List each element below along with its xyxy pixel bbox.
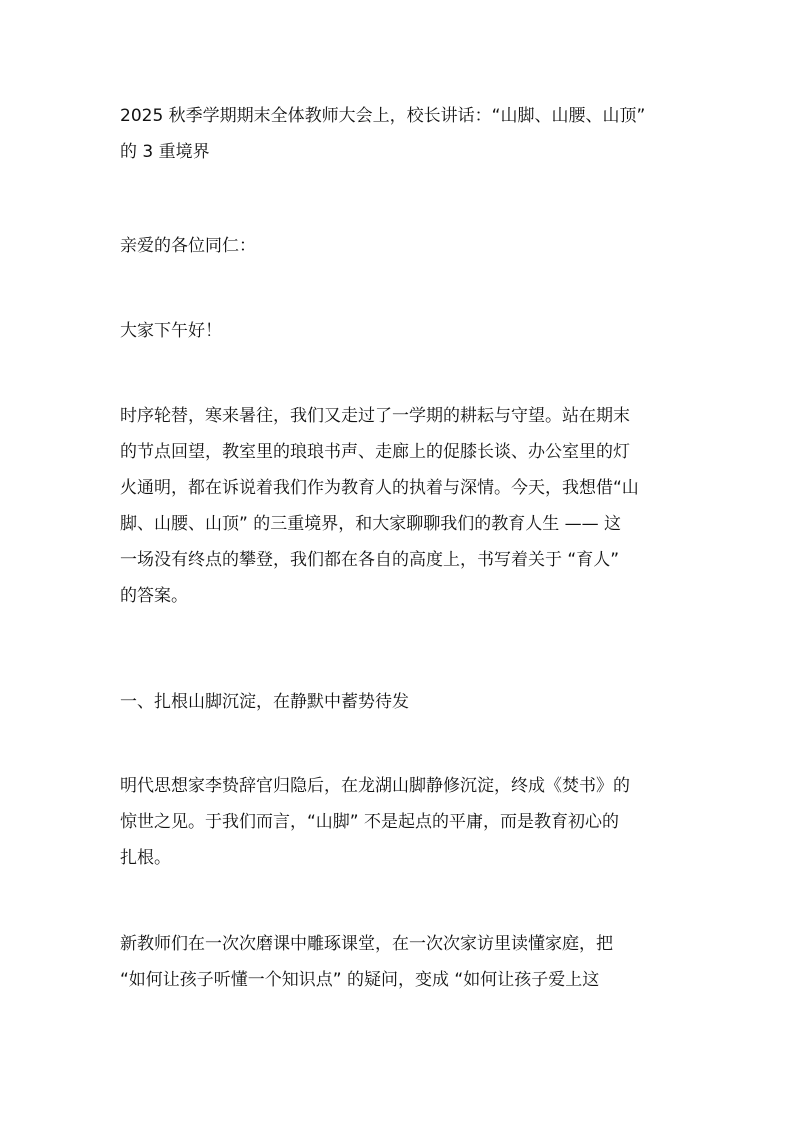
paragraph-line: 的答案。 [120, 586, 188, 606]
paragraph-line: 的节点回望，教室里的琅琅书声、走廊上的促膝长谈、办公室里的灯 [120, 442, 630, 462]
paragraph-line: 惊世之见。于我们而言，“山脚” 不是起点的平庸，而是教育初心的 [120, 812, 620, 832]
paragraph-line: “如何让孩子听懂一个知识点” 的疑问，变成 “如何让孩子爱上这 [120, 970, 600, 990]
paragraph-line: 火通明，都在诉说着我们作为教育人的执着与深情。今天，我想借“山 [120, 478, 639, 498]
section-heading-1 [120, 684, 409, 720]
paragraph-line: 一场没有终点的攀登，我们都在各自的高度上，书写着关于 “育人” [120, 550, 620, 570]
paragraph-line: 脚、山腰、山顶” 的三重境界，和大家聊聊我们的教育人生 —— 这 [120, 514, 622, 534]
paragraph-line: 明代思想家李贽辞官归隐后，在龙湖山脚静修沉淀，终成《焚书》的 [120, 776, 630, 796]
paragraph-line: 时序轮替，寒来暑往，我们又走过了一学期的耕耘与守望。站在期末 [120, 406, 630, 426]
paragraph-intro [120, 398, 676, 614]
hello-line [120, 313, 222, 349]
title-line: 2025 秋季学期期末全体教师大会上，校长讲话：“山脚、山腰、山顶” [120, 106, 646, 126]
paragraph-line: 新教师们在一次次磨课中雕琢课堂，在一次次家访里读懂家庭，把 [120, 934, 613, 954]
paragraph-new-teachers [120, 926, 676, 998]
heading-text: 一、扎根山脚沉淀，在静默中蓄势待发 [120, 692, 409, 712]
greeting [120, 228, 256, 264]
paragraph-section1 [120, 768, 676, 876]
paragraph-line: 扎根。 [120, 848, 171, 868]
document-title [120, 98, 676, 170]
title-line: 的 3 重境界 [120, 142, 210, 162]
hello-text: 大家下午好！ [120, 321, 222, 341]
greeting-text: 亲爱的各位同仁： [120, 236, 256, 256]
